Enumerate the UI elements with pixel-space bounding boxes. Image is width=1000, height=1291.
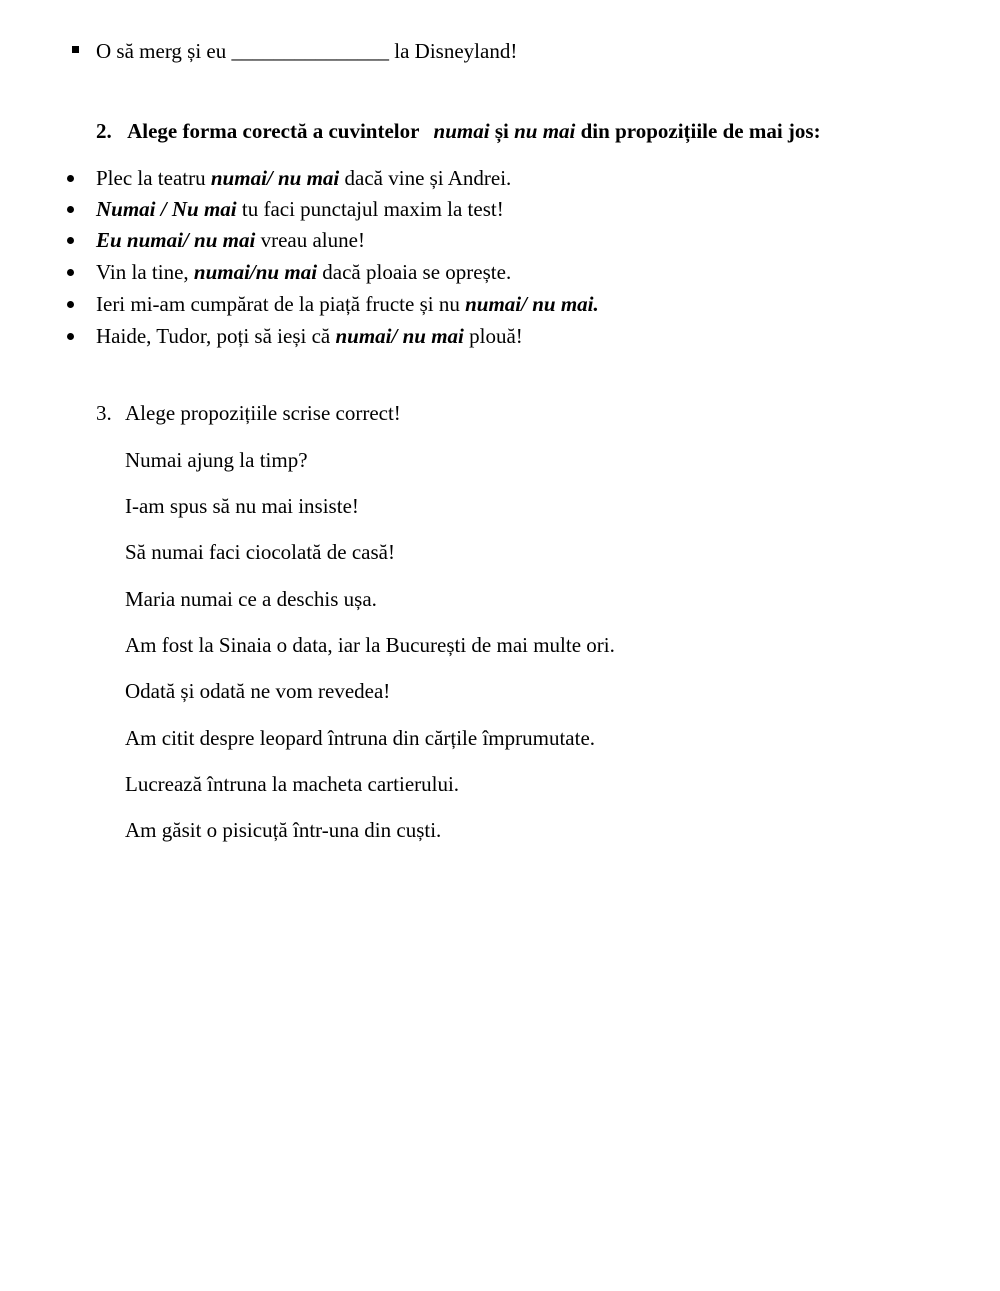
- choice-option[interactable]: numai/ nu mai.: [465, 292, 599, 316]
- list-item: [96, 166, 511, 190]
- section-2-heading: [96, 119, 821, 143]
- sentence-option[interactable]: Maria numai ce a deschis ușa.: [125, 587, 377, 611]
- section-3-number: 3.: [96, 401, 112, 425]
- list-item: [96, 260, 511, 284]
- item-text-pre: Plec la teatru: [96, 166, 211, 190]
- choice-option[interactable]: numai/ nu mai: [335, 324, 464, 348]
- item-text-post: dacă ploaia se oprește.: [317, 260, 512, 284]
- choice-option[interactable]: Eu numai/ nu mai: [96, 228, 256, 252]
- section-2-heading-word1: numai: [433, 119, 490, 143]
- item-text-pre: Haide, Tudor, poți să ieși că: [96, 324, 336, 348]
- section-2-number: 2.: [96, 119, 112, 143]
- section-2-heading-part2: din propozițiile de mai jos:: [580, 119, 821, 143]
- item-text-post: vreau alune!: [255, 228, 365, 252]
- sentence-option[interactable]: Am găsit o pisicuță într-una din cuști.: [125, 818, 442, 842]
- sentence-option[interactable]: Să numai faci ciocolată de casă!: [125, 540, 395, 564]
- sentence-option[interactable]: Numai ajung la timp?: [125, 448, 308, 472]
- bullet-icon: [67, 175, 74, 182]
- bullet-icon: [67, 206, 74, 213]
- section-3-heading: Alege propozițiile scrise correct!: [125, 401, 401, 425]
- item-text-post: tu faci punctajul maxim la test!: [236, 197, 504, 221]
- choice-option[interactable]: numai/nu mai: [193, 260, 318, 284]
- list-item: [96, 197, 504, 221]
- sentence-option[interactable]: Lucrează întruna la macheta cartierului.: [125, 772, 460, 796]
- bullet-icon: [67, 333, 74, 340]
- list-item: [96, 228, 365, 252]
- item-text-post: plouă!: [463, 324, 523, 348]
- item-text-pre: Vin la tine,: [96, 260, 194, 284]
- square-bullet-icon: [72, 46, 79, 53]
- bullet-icon: [67, 301, 74, 308]
- bullet-icon: [67, 237, 74, 244]
- sentence-option[interactable]: Am fost la Sinaia o data, iar la București de mai multe ori.: [125, 633, 615, 657]
- sentence-option[interactable]: Odată și odată ne vom revedea!: [125, 679, 391, 703]
- section-2-heading-word2: nu mai: [514, 119, 576, 143]
- answer-blank[interactable]: _______________: [231, 39, 390, 63]
- section-2-heading-and: și: [494, 119, 509, 143]
- list-item: [96, 292, 599, 316]
- item-text-pre: Ieri mi-am cumpărat de la piață fructe și nu: [96, 292, 466, 316]
- item-text-post: dacă vine și Andrei.: [339, 166, 512, 190]
- bullet-icon: [67, 269, 74, 276]
- fill-in-sentence: [96, 39, 517, 63]
- section-2-heading-part1: Alege forma corectă a cuvintelor: [127, 119, 420, 143]
- sentence-option[interactable]: Am citit despre leopard întruna din cărțile împrumutate.: [125, 726, 596, 750]
- sentence-option[interactable]: I-am spus să nu mai insiste!: [125, 494, 359, 518]
- sentence-after-blank: la Disneyland!: [394, 39, 518, 63]
- choice-option[interactable]: numai/ nu mai: [210, 166, 340, 190]
- sentence-before-blank: O să merg și eu: [96, 39, 227, 63]
- list-item: [96, 324, 523, 348]
- choice-option[interactable]: Numai / Nu mai: [96, 197, 237, 221]
